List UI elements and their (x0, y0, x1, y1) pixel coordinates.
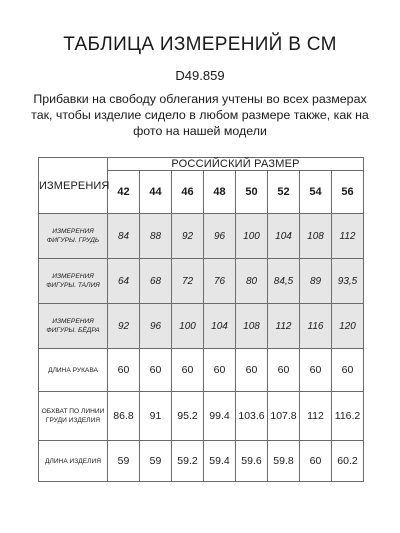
table-cell: 60 (204, 349, 236, 392)
table-cell: 68 (140, 259, 172, 304)
table-cell: 120 (332, 304, 364, 349)
size-48: 48 (204, 171, 236, 214)
table-cell: 60 (140, 349, 172, 392)
table-cell: 60 (300, 441, 332, 482)
size-50: 50 (236, 171, 268, 214)
table-row-garment-length (39, 441, 364, 482)
size-52: 52 (268, 171, 300, 214)
table-cell: 116.2 (332, 392, 364, 441)
size-42: 42 (108, 171, 140, 214)
table-cell: 59.2 (172, 441, 204, 482)
row-label: ДЛИНА ИЗДЕЛИЯ (39, 441, 108, 482)
table-cell: 104 (268, 214, 300, 259)
table-row-chest (39, 214, 364, 259)
size-56: 56 (332, 171, 364, 214)
table-cell: 59.4 (204, 441, 236, 482)
table-cell: 112 (268, 304, 300, 349)
table-cell: 88 (140, 214, 172, 259)
region-header: РОССИЙСКИЙ РАЗМЕР (108, 158, 364, 171)
table-cell: 95.2 (172, 392, 204, 441)
table-row-chest-girth (39, 392, 364, 441)
table-cell: 59.6 (236, 441, 268, 482)
table-cell: 112 (332, 214, 364, 259)
fit-note: Прибавки на свободу облегания учтены во всех размерах так, чтобы изделие сидело в любом размере также, как на фото на нашей модели (31, 92, 369, 138)
table-cell: 116 (300, 304, 332, 349)
row-label: ИЗМЕРЕНИЯ ФИГУРЫ. ТАЛИЯ (39, 259, 108, 304)
table-cell: 100 (236, 214, 268, 259)
table-cell: 60 (108, 349, 140, 392)
table-cell: 89 (300, 259, 332, 304)
table-cell: 60.2 (332, 441, 364, 482)
table-row-hips (39, 304, 364, 349)
table-cell: 108 (300, 214, 332, 259)
table-cell: 60 (332, 349, 364, 392)
table-cell: 84 (108, 214, 140, 259)
row-label: ДЛИНА РУКАВА (39, 349, 108, 392)
table-cell: 60 (268, 349, 300, 392)
row-label: ИЗМЕРЕНИЯ ФИГУРЫ. ГРУДЬ (39, 214, 108, 259)
size-46: 46 (172, 171, 204, 214)
table-cell: 80 (236, 259, 268, 304)
table-cell: 92 (172, 214, 204, 259)
table-cell: 60 (236, 349, 268, 392)
table-cell: 104 (204, 304, 236, 349)
table-cell: 60 (172, 349, 204, 392)
table-cell: 72 (172, 259, 204, 304)
table-row-waist (39, 259, 364, 304)
table-cell: 92 (108, 304, 140, 349)
table-cell: 76 (204, 259, 236, 304)
measurements-header: ИЗМЕРЕНИЯ (39, 158, 108, 214)
table-cell: 100 (172, 304, 204, 349)
table-cell: 60 (300, 349, 332, 392)
row-label: ОБХВАТ ПО ЛИНИИ ГРУДИ ИЗДЕЛИЯ (39, 392, 108, 441)
table-cell: 59 (108, 441, 140, 482)
size-54: 54 (300, 171, 332, 214)
table-cell: 59 (140, 441, 172, 482)
table-row-sleeve-length (39, 349, 364, 392)
table-cell: 86.8 (108, 392, 140, 441)
size-table (38, 157, 364, 482)
page-title: ТАБЛИЦА ИЗМЕРЕНИЙ В СМ (63, 34, 337, 55)
table-cell: 112 (300, 392, 332, 441)
table-cell: 91 (140, 392, 172, 441)
table-header-row (39, 158, 364, 171)
table-cell: 93,5 (332, 259, 364, 304)
table-cell: 103.6 (236, 392, 268, 441)
table-cell: 108 (236, 304, 268, 349)
table-cell: 96 (140, 304, 172, 349)
table-cell: 96 (204, 214, 236, 259)
table-cell: 59.8 (268, 441, 300, 482)
table-cell: 84,5 (268, 259, 300, 304)
row-label: ИЗМЕРЕНИЯ ФИГУРЫ. БЁДРА (39, 304, 108, 349)
table-cell: 64 (108, 259, 140, 304)
article-code: D49.859 (175, 68, 225, 83)
table-cell: 99.4 (204, 392, 236, 441)
table-cell: 107.8 (268, 392, 300, 441)
size-44: 44 (140, 171, 172, 214)
